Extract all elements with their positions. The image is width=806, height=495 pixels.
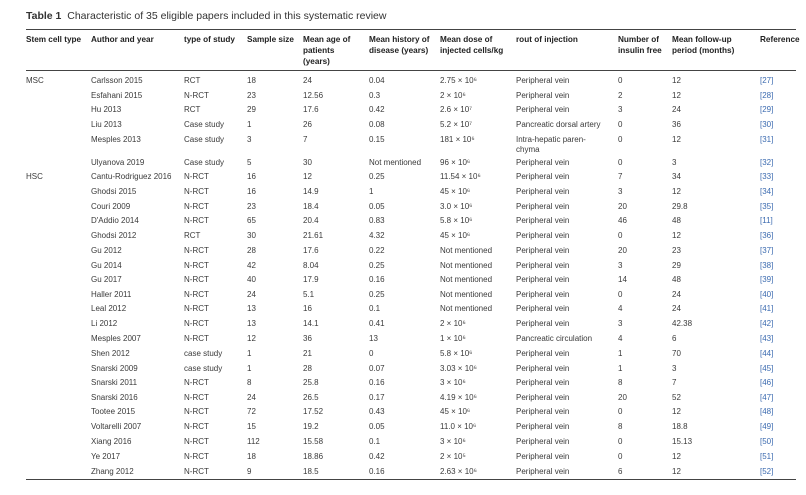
author-cell: Haller 2011 — [91, 290, 132, 299]
dose-cell: Not mentioned — [440, 246, 493, 255]
mean-age-cell: 14.1 — [303, 319, 319, 328]
sample-size-cell: 24 — [247, 290, 256, 299]
dose-cell: 5.8 × 10⁶ — [440, 349, 473, 358]
sample-size-cell: 1 — [247, 120, 252, 129]
route-cell: Peripheral vein — [516, 290, 570, 299]
author-cell: Xiang 2016 — [91, 437, 132, 446]
follow-up-cell: 29 — [672, 261, 681, 270]
route-cell: Pancreatic dorsal artery — [516, 120, 601, 129]
route-cell: Peripheral vein — [516, 349, 570, 358]
route-cell: Peripheral vein — [516, 158, 570, 167]
header-stem-cell-type: Stem cell type — [26, 35, 82, 44]
dose-cell: 5.2 × 10⁷ — [440, 120, 473, 129]
sample-size-cell: 23 — [247, 91, 256, 100]
mean-age-cell: 17.6 — [303, 105, 319, 114]
author-cell: Couri 2009 — [91, 202, 131, 211]
mean-age-cell: 5.1 — [303, 290, 315, 299]
route-cell: Peripheral vein — [516, 304, 570, 313]
insulin-free-cell: 4 — [618, 334, 623, 343]
insulin-free-cell: 2 — [618, 91, 623, 100]
author-cell: Snarski 2011 — [91, 378, 138, 387]
follow-up-cell: 23 — [672, 246, 681, 255]
follow-up-cell: 48 — [672, 275, 681, 284]
route-cell: Peripheral vein — [516, 202, 570, 211]
follow-up-cell: 12 — [672, 467, 681, 476]
dose-cell: Not mentioned — [440, 261, 493, 270]
sample-size-cell: 1 — [247, 364, 252, 373]
study-type-cell: N-RCT — [184, 304, 209, 313]
follow-up-cell: 12 — [672, 231, 681, 240]
author-cell: Ghodsi 2012 — [91, 231, 137, 240]
dose-cell: Not mentioned — [440, 304, 493, 313]
sample-size-cell: 23 — [247, 202, 256, 211]
sample-size-cell: 24 — [247, 393, 256, 402]
dose-cell: Not mentioned — [440, 275, 493, 284]
reference-cell[interactable]: [46] — [760, 378, 774, 387]
dose-cell: 1 × 10⁶ — [440, 334, 466, 343]
dose-cell: 4.19 × 10⁶ — [440, 393, 477, 402]
author-cell: Liu 2013 — [91, 120, 122, 129]
insulin-free-cell: 1 — [618, 349, 623, 358]
history-cell: 0.05 — [369, 202, 385, 211]
follow-up-cell: 12 — [672, 76, 681, 85]
dose-cell: 2 × 10⁵ — [440, 452, 466, 461]
header-author-and-year: Author and year — [91, 35, 154, 44]
follow-up-cell: 12 — [672, 407, 681, 416]
sample-size-cell: 16 — [247, 187, 256, 196]
study-type-cell: case study — [184, 364, 223, 373]
author-cell: Shen 2012 — [91, 349, 130, 358]
history-cell: 0.16 — [369, 378, 385, 387]
mean-age-cell: 24 — [303, 76, 312, 85]
reference-cell[interactable]: [37] — [760, 246, 774, 255]
insulin-free-cell: 4 — [618, 304, 623, 313]
mean-age-cell: 21.61 — [303, 231, 324, 240]
reference-cell[interactable]: [32] — [760, 158, 774, 167]
sample-size-cell: 29 — [247, 105, 256, 114]
follow-up-cell: 24 — [672, 304, 681, 313]
study-type-cell: N-RCT — [184, 290, 209, 299]
dose-cell: 11.0 × 10⁶ — [440, 422, 477, 431]
insulin-free-cell: 8 — [618, 422, 623, 431]
study-type-cell: N-RCT — [184, 378, 209, 387]
route-cell: Peripheral vein — [516, 422, 570, 431]
dose-cell: 3.03 × 10⁶ — [440, 364, 477, 373]
dose-cell: 45 × 10⁶ — [440, 187, 471, 196]
author-cell: Cantu-Rodriguez 2016 — [91, 172, 172, 181]
follow-up-cell: 52 — [672, 393, 681, 402]
header-rule — [26, 70, 796, 71]
sample-size-cell: 112 — [247, 437, 260, 446]
dose-cell: 181 × 10⁶ — [440, 135, 475, 144]
route-cell: Peripheral vein — [516, 467, 570, 476]
reference-cell[interactable]: [36] — [760, 231, 774, 240]
reference-cell[interactable]: [43] — [760, 334, 774, 343]
dose-cell: 2.63 × 10⁶ — [440, 467, 477, 476]
caption-text: Characteristic of 35 eligible papers included in this systematic review — [67, 10, 387, 22]
table-caption — [26, 10, 386, 22]
follow-up-cell: 48 — [672, 216, 681, 225]
route-cell: Peripheral vein — [516, 105, 570, 114]
reference-cell[interactable]: [39] — [760, 275, 774, 284]
history-cell: 0.16 — [369, 275, 385, 284]
reference-cell[interactable]: [41] — [760, 304, 774, 313]
insulin-free-cell: 14 — [618, 275, 627, 284]
history-cell: 0.43 — [369, 407, 385, 416]
mean-age-cell: 7 — [303, 135, 308, 144]
mean-age-cell: 16 — [303, 304, 312, 313]
reference-cell[interactable]: [51] — [760, 452, 774, 461]
mean-age-cell: 20.4 — [303, 216, 319, 225]
history-cell: 0.3 — [369, 91, 381, 100]
study-type-cell: N-RCT — [184, 261, 209, 270]
study-type-cell: Case study — [184, 135, 225, 144]
reference-cell[interactable]: [45] — [760, 364, 774, 373]
study-type-cell: N-RCT — [184, 334, 209, 343]
reference-cell[interactable]: [29] — [760, 105, 774, 114]
author-cell: Gu 2017 — [91, 275, 122, 284]
history-cell: 0.08 — [369, 120, 385, 129]
author-cell: Mesples 2013 — [91, 135, 141, 144]
sample-size-cell: 18 — [247, 452, 256, 461]
history-cell: 0.07 — [369, 364, 385, 373]
follow-up-cell: 12 — [672, 91, 681, 100]
route-cell: Peripheral vein — [516, 216, 570, 225]
study-type-cell: N-RCT — [184, 437, 209, 446]
study-type-cell: N-RCT — [184, 452, 209, 461]
sample-size-cell: 3 — [247, 135, 252, 144]
dose-cell: 3 × 10⁶ — [440, 437, 466, 446]
dose-cell: 2.6 × 10⁷ — [440, 105, 473, 114]
dose-cell: 96 × 10⁶ — [440, 158, 471, 167]
insulin-free-cell: 0 — [618, 437, 623, 446]
header-sample-size: Sample size — [247, 35, 294, 44]
mean-age-cell: 17.6 — [303, 246, 319, 255]
follow-up-cell: 12 — [672, 452, 681, 461]
stem-cell-type-cell: MSC — [26, 76, 44, 85]
follow-up-cell: 24 — [672, 290, 681, 299]
sample-size-cell: 13 — [247, 319, 256, 328]
insulin-free-cell: 0 — [618, 135, 623, 144]
author-cell: Ghodsi 2015 — [91, 187, 137, 196]
route-cell: Peripheral vein — [516, 378, 570, 387]
study-type-cell: N-RCT — [184, 91, 209, 100]
sample-size-cell: 42 — [247, 261, 256, 270]
insulin-free-cell: 0 — [618, 76, 623, 85]
author-cell: Tootee 2015 — [91, 407, 136, 416]
author-cell: Snarski 2016 — [91, 393, 138, 402]
history-cell: 0.17 — [369, 393, 385, 402]
dose-cell: Not mentioned — [440, 290, 493, 299]
author-cell: Voltarelli 2007 — [91, 422, 142, 431]
author-cell: Li 2012 — [91, 319, 118, 328]
mean-age-cell: 36 — [303, 334, 312, 343]
mean-age-cell: 17.9 — [303, 275, 319, 284]
reference-cell[interactable]: [30] — [760, 120, 774, 129]
sample-size-cell: 28 — [247, 246, 256, 255]
history-cell: 0.83 — [369, 216, 385, 225]
follow-up-cell: 6 — [672, 334, 677, 343]
route-cell: Peripheral vein — [516, 319, 570, 328]
route-cell: Peripheral vein — [516, 393, 570, 402]
reference-cell[interactable]: [38] — [760, 261, 774, 270]
route-cell: Peripheral vein — [516, 437, 570, 446]
history-cell: 0.04 — [369, 76, 385, 85]
follow-up-cell: 42.38 — [672, 319, 693, 328]
follow-up-cell: 12 — [672, 187, 681, 196]
follow-up-cell: 36 — [672, 120, 681, 129]
study-type-cell: N-RCT — [184, 216, 209, 225]
follow-up-cell: 18.8 — [672, 422, 688, 431]
sample-size-cell: 16 — [247, 172, 256, 181]
route-cell: Peripheral vein — [516, 261, 570, 270]
reference-cell[interactable]: [40] — [760, 290, 774, 299]
insulin-free-cell: 0 — [618, 407, 623, 416]
study-type-cell: RCT — [184, 76, 201, 85]
stem-cell-type-cell: HSC — [26, 172, 43, 181]
header-insulin-free: Number of insulin free — [618, 35, 662, 55]
study-type-cell: Case study — [184, 158, 225, 167]
reference-cell[interactable]: [33] — [760, 172, 774, 181]
study-type-cell: N-RCT — [184, 422, 209, 431]
sample-size-cell: 72 — [247, 407, 256, 416]
insulin-free-cell: 7 — [618, 172, 623, 181]
study-type-cell: N-RCT — [184, 407, 209, 416]
dose-cell: 45 × 10⁶ — [440, 407, 471, 416]
insulin-free-cell: 1 — [618, 364, 623, 373]
sample-size-cell: 18 — [247, 76, 256, 85]
mean-age-cell: 30 — [303, 158, 312, 167]
reference-cell[interactable]: [50] — [760, 437, 774, 446]
reference-cell[interactable]: [31] — [760, 135, 774, 144]
insulin-free-cell: 0 — [618, 290, 623, 299]
mean-age-cell: 19.2 — [303, 422, 319, 431]
author-cell: Gu 2014 — [91, 261, 122, 270]
reference-cell[interactable]: [42] — [760, 319, 774, 328]
header-mean-history: Mean history of disease (years) — [369, 35, 430, 55]
history-cell: 0.15 — [369, 135, 385, 144]
study-type-cell: case study — [184, 349, 223, 358]
dose-cell: 2 × 10⁶ — [440, 91, 466, 100]
history-cell: 4.32 — [369, 231, 385, 240]
mean-age-cell: 15.58 — [303, 437, 324, 446]
history-cell: 0.42 — [369, 452, 385, 461]
mean-age-cell: 14.9 — [303, 187, 319, 196]
follow-up-cell: 24 — [672, 105, 681, 114]
follow-up-cell: 70 — [672, 349, 681, 358]
mean-age-cell: 21 — [303, 349, 312, 358]
sample-size-cell: 13 — [247, 304, 256, 313]
study-type-cell: RCT — [184, 231, 201, 240]
header-type-of-study: type of study — [184, 35, 235, 44]
author-cell: D'Addio 2014 — [91, 216, 139, 225]
history-cell: 0.05 — [369, 422, 385, 431]
dose-cell: 3.0 × 10⁶ — [440, 202, 473, 211]
top-rule — [26, 29, 796, 30]
reference-cell[interactable]: [48] — [760, 407, 774, 416]
reference-cell[interactable]: [49] — [760, 422, 774, 431]
reference-cell[interactable]: [11] — [760, 216, 773, 225]
study-type-cell: N-RCT — [184, 187, 209, 196]
reference-cell[interactable]: [44] — [760, 349, 774, 358]
route-cell: Peripheral vein — [516, 91, 570, 100]
route-cell: Intra-hepatic paren-chyma — [516, 135, 586, 154]
mean-age-cell: 12 — [303, 172, 312, 181]
route-cell: Peripheral vein — [516, 76, 570, 85]
insulin-free-cell: 20 — [618, 246, 627, 255]
header-mean-dose: Mean dose of injected cells/kg — [440, 35, 504, 55]
dose-cell: 3 × 10⁶ — [440, 378, 466, 387]
mean-age-cell: 26 — [303, 120, 312, 129]
dose-cell: 11.54 × 10⁶ — [440, 172, 481, 181]
sample-size-cell: 65 — [247, 216, 256, 225]
history-cell: 1 — [369, 187, 374, 196]
study-type-cell: Case study — [184, 120, 225, 129]
study-type-cell: N-RCT — [184, 202, 209, 211]
dose-cell: 2.75 × 10⁶ — [440, 76, 477, 85]
route-cell: Peripheral vein — [516, 246, 570, 255]
mean-age-cell: 8.04 — [303, 261, 319, 270]
insulin-free-cell: 3 — [618, 319, 623, 328]
follow-up-cell: 34 — [672, 172, 681, 181]
follow-up-cell: 3 — [672, 364, 677, 373]
insulin-free-cell: 20 — [618, 202, 627, 211]
author-cell: Hu 2013 — [91, 105, 122, 114]
route-cell: Peripheral vein — [516, 231, 570, 240]
follow-up-cell: 7 — [672, 378, 677, 387]
study-type-cell: N-RCT — [184, 246, 209, 255]
header-reference: Reference — [760, 35, 800, 44]
author-cell: Leal 2012 — [91, 304, 127, 313]
insulin-free-cell: 20 — [618, 393, 627, 402]
author-cell: Esfahani 2015 — [91, 91, 143, 100]
bottom-rule — [26, 479, 796, 480]
mean-age-cell: 18.4 — [303, 202, 319, 211]
history-cell: 0.41 — [369, 319, 385, 328]
insulin-free-cell: 0 — [618, 231, 623, 240]
history-cell: Not mentioned — [369, 158, 422, 167]
history-cell: 0.22 — [369, 246, 385, 255]
reference-cell[interactable]: [28] — [760, 91, 774, 100]
sample-size-cell: 1 — [247, 349, 252, 358]
reference-cell[interactable]: [34] — [760, 187, 774, 196]
study-type-cell: N-RCT — [184, 467, 209, 476]
route-cell: Peripheral vein — [516, 187, 570, 196]
history-cell: 0.1 — [369, 437, 381, 446]
sample-size-cell: 15 — [247, 422, 256, 431]
route-cell: Peripheral vein — [516, 275, 570, 284]
header-mean-age: Mean age of patients (years) — [303, 35, 351, 66]
author-cell: Ulyanova 2019 — [91, 158, 145, 167]
sample-size-cell: 30 — [247, 231, 256, 240]
dose-cell: 5.8 × 10⁶ — [440, 216, 473, 225]
route-cell: Peripheral vein — [516, 364, 570, 373]
sample-size-cell: 5 — [247, 158, 252, 167]
dose-cell: 45 × 10⁶ — [440, 231, 471, 240]
insulin-free-cell: 0 — [618, 158, 623, 167]
study-type-cell: RCT — [184, 105, 201, 114]
author-cell: Snarski 2009 — [91, 364, 138, 373]
mean-age-cell: 18.5 — [303, 467, 319, 476]
history-cell: 0.1 — [369, 304, 381, 313]
study-type-cell: N-RCT — [184, 275, 209, 284]
route-cell: Peripheral vein — [516, 407, 570, 416]
history-cell: 0.25 — [369, 290, 385, 299]
mean-age-cell: 18.86 — [303, 452, 324, 461]
insulin-free-cell: 6 — [618, 467, 623, 476]
sample-size-cell: 9 — [247, 467, 252, 476]
insulin-free-cell: 8 — [618, 378, 623, 387]
history-cell: 0.42 — [369, 105, 385, 114]
reference-cell[interactable]: [35] — [760, 202, 774, 211]
author-cell: Carlsson 2015 — [91, 76, 143, 85]
sample-size-cell: 40 — [247, 275, 256, 284]
sample-size-cell: 12 — [247, 334, 256, 343]
follow-up-cell: 29.8 — [672, 202, 688, 211]
route-cell: Peripheral vein — [516, 172, 570, 181]
mean-age-cell: 25.8 — [303, 378, 319, 387]
author-cell: Mesples 2007 — [91, 334, 141, 343]
author-cell: Gu 2012 — [91, 246, 122, 255]
insulin-free-cell: 46 — [618, 216, 627, 225]
insulin-free-cell: 0 — [618, 120, 623, 129]
follow-up-cell: 12 — [672, 135, 681, 144]
history-cell: 0.16 — [369, 467, 385, 476]
follow-up-cell: 15.13 — [672, 437, 693, 446]
header-follow-up: Mean follow-up period (months) — [672, 35, 735, 55]
author-cell: Zhang 2012 — [91, 467, 134, 476]
mean-age-cell: 26.5 — [303, 393, 319, 402]
mean-age-cell: 28 — [303, 364, 312, 373]
mean-age-cell: 12.56 — [303, 91, 324, 100]
reference-cell[interactable]: [52] — [760, 467, 774, 476]
insulin-free-cell: 3 — [618, 187, 623, 196]
reference-cell[interactable]: [27] — [760, 76, 774, 85]
study-type-cell: N-RCT — [184, 172, 209, 181]
history-cell: 0.25 — [369, 261, 385, 270]
study-type-cell: N-RCT — [184, 393, 209, 402]
caption-label: Table 1 — [26, 10, 62, 22]
route-cell: Pancreatic circulation — [516, 334, 593, 343]
history-cell: 0 — [369, 349, 374, 358]
author-cell: Ye 2017 — [91, 452, 121, 461]
study-type-cell: N-RCT — [184, 319, 209, 328]
history-cell: 13 — [369, 334, 378, 343]
insulin-free-cell: 3 — [618, 261, 623, 270]
dose-cell: 2 × 10⁶ — [440, 319, 466, 328]
header-route: rout of injection — [516, 35, 578, 44]
reference-cell[interactable]: [47] — [760, 393, 774, 402]
mean-age-cell: 17.52 — [303, 407, 324, 416]
route-cell: Peripheral vein — [516, 452, 570, 461]
history-cell: 0.25 — [369, 172, 385, 181]
sample-size-cell: 8 — [247, 378, 252, 387]
insulin-free-cell: 0 — [618, 452, 623, 461]
follow-up-cell: 3 — [672, 158, 677, 167]
insulin-free-cell: 3 — [618, 105, 623, 114]
